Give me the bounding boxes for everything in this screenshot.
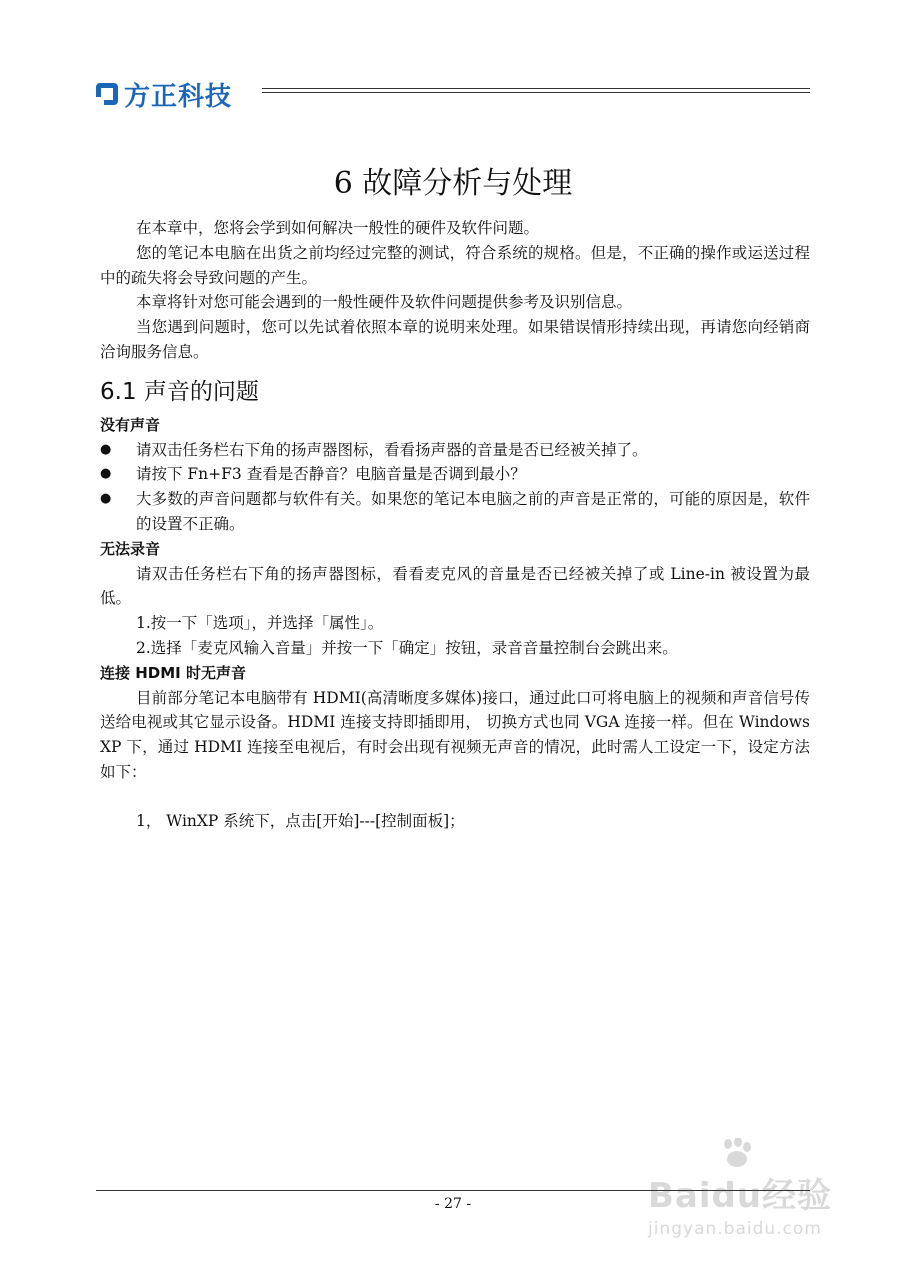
watermark-main: Baidu经验 xyxy=(648,1176,833,1216)
hdmi-step-1: 1， WinXP 系统下，点击[开始]---[控制面板]； xyxy=(136,811,465,830)
list-item: ● 请按下 Fn+F3 查看是否静音？电脑音量是否调到最小？ xyxy=(100,462,810,487)
footer-rule xyxy=(96,1190,810,1191)
section-title: 6.1 声音的问题 xyxy=(100,378,259,405)
brand-logo xyxy=(96,78,232,110)
subsection-heading-no-record: 无法录音 xyxy=(100,539,161,558)
paw-icon xyxy=(720,1138,754,1168)
chapter-title: 6 故障分析与处理 xyxy=(333,166,573,201)
header-rule xyxy=(262,88,810,89)
no-record-step-2: 2.选择「麦克风输入音量」并按一下「确定」按钮，录音音量控制台会跳出来。 xyxy=(136,638,678,657)
header-rule-inner xyxy=(262,92,810,93)
no-record-paragraph: 请双击任务栏右下角的扬声器图标，看看麦克风的音量是否已经被关掉了或 Line-in 被设置为最低。 xyxy=(100,564,810,608)
intro-paragraph: 在本章中，您将会学到如何解决一般性的硬件及软件问题。 xyxy=(136,219,540,237)
intro-paragraph: 本章将针对您可能会遇到的一般性硬件及软件问题提供参考及识别信息。 xyxy=(136,293,633,312)
intro-paragraph: 当您遇到问题时，您可以先试着依照本章的说明来处理。如果错误情形持续出现，再请您向经销商洽询服务信息。 xyxy=(100,318,810,361)
page-number: - 27 - xyxy=(434,1196,472,1212)
watermark-url: jingyan.baidu.com xyxy=(648,1219,822,1239)
no-record-step-1: 1.按一下「选项」，并选择「属性」。 xyxy=(136,614,384,633)
logo-text: 方正科技 xyxy=(124,81,233,112)
list-item: ● 大多数的声音问题都与软件有关。如果您的笔记本电脑之前的声音是正常的，可能的原因是，软件的设置不正确。 xyxy=(100,487,810,537)
subsection-heading-hdmi: 连接 HDMI 时无声音 xyxy=(100,663,246,682)
list-item: ● 请双击任务栏右下角的扬声器图标，看看扬声器的音量是否已经被关掉了。 xyxy=(100,438,810,463)
intro-paragraph: 您的笔记本电脑在出货之前均经过完整的测试，符合系统的规格。但是，不正确的操作或运送过程中的疏失将会导致问题的产生。 xyxy=(100,243,810,287)
logo-icon xyxy=(96,83,118,105)
hdmi-paragraph: 目前部分笔记本电脑带有 HDMI(高清晰度多媒体)接口，通过此口可将电脑上的视频和声音信号传送给电视或其它显示设备。HDMI 连接支持即插即用， 切换方式也同 VGA 连接一样。但在 Windows XP 下，通过 HDMI 连接至电视后，有时会出现有视频无声音的情况，此时需人工设定一下，设定方法如下： xyxy=(100,688,810,781)
page-content xyxy=(100,216,810,834)
subsection-heading-no-sound: 没有声音 xyxy=(100,415,161,434)
